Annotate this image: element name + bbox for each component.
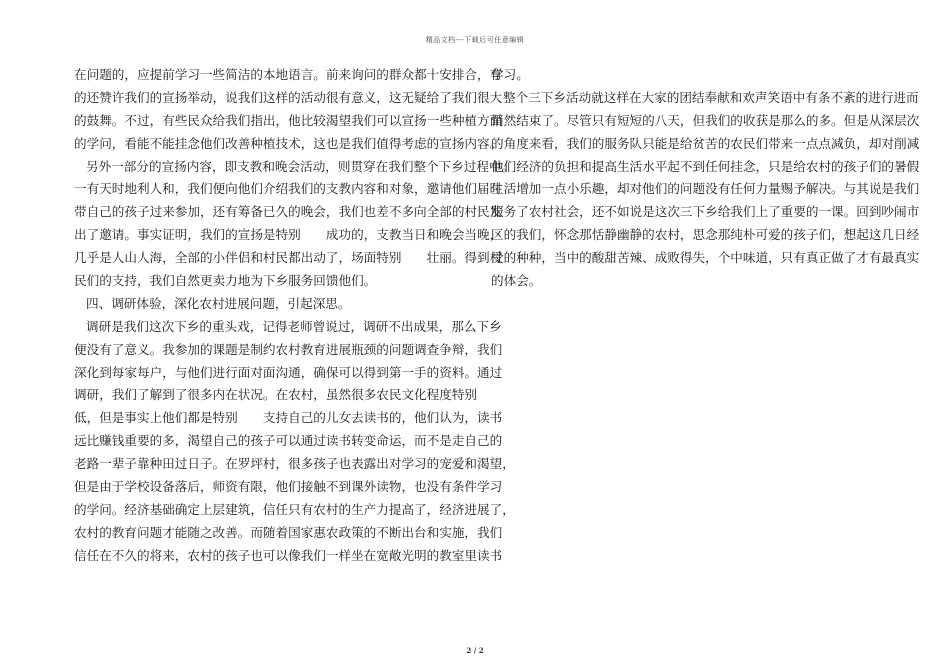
page-header: 精品文档---下载后可任意编辑 <box>425 36 525 44</box>
text-line: 但是由于学校设备落后，师资有限，他们接触不到课外读物，也没有条件学习 <box>74 479 503 495</box>
text-line: 区的我们，怀念那恬静幽静的农村，思念那纯朴可爱的孩子们，想起这几日经 <box>491 227 920 243</box>
right-column <box>491 64 920 293</box>
text-line: 的鼓舞。不过，有些民众给我们指出，他比较渴望我们可以宣扬一些种植方面 <box>74 112 503 128</box>
text-line: 的学问。经济基础确定上层建筑，信任只有农村的生产力提高了，经济进展了， <box>74 501 515 517</box>
text-line: 的学问，看能不能挂念他们改善种植技术，这也是我们值得考虑的宣扬内容。 <box>74 135 503 151</box>
text-line: 调研，我们了解到了很多内在状况。在农村，虽然很多农民文化程度特别 <box>74 387 477 403</box>
text-line: 悄然结束了。尽管只有短短的八天，但我们的收获是那么的多。但是从深层次 <box>491 112 920 128</box>
text-line: 深化到每家每户，与他们进行面对面沟通，确保可以得到第一手的资料。通过 <box>74 364 503 380</box>
text-line: 农村的教育问题才能随之改善。而随着国家惠农政策的不断出台和实施，我们 <box>74 524 503 540</box>
paragraph-start-line: 整个三下乡活动就这样在大家的团结奉献和欢声笑语中有条不紊的进行进而 <box>503 89 919 105</box>
text-line: 学习。 <box>491 67 529 82</box>
text-line: 带自己的孩子过来参加，还有筹备已久的晚会，我们也差不多向全部的村民发 <box>74 204 503 220</box>
text-line: 信任在不久的将来，农村的孩子也可以像我们一样坐在宽敞光明的教室里读书 <box>74 547 503 563</box>
text-line: 低，但是事实上他们都是特别 支持自己的儿女去读书的，他们认为，读书 <box>74 410 503 426</box>
text-line: 服务了农村社会，还不如说是这次三下乡给我们上了重要的一课。回到吵闹市 <box>491 204 920 220</box>
text-line: 在问题的，应提前学习一些简洁的本地语言。前来询问的群众都十安排合，有 <box>74 67 503 82</box>
left-column <box>74 64 515 568</box>
page-number: 2 / 2 <box>466 646 484 655</box>
text-line: 的还赞许我们的宣扬举动，说我们这样的活动很有意义，这无疑给了我们很大 <box>74 89 503 105</box>
text-line: 民们的支持，我们自然更卖力地为下乡服务回馈他们。 <box>74 273 377 289</box>
text-line: 出了邀请。事实证明，我们的宣扬是特别 成功的，支教当日和晚会当晚， <box>74 227 503 243</box>
text-line: 老路一辈子靠种田过日子。在罗坪村，很多孩子也表露出对学习的宠爱和渴望， <box>74 456 515 472</box>
text-line: 他们经济的负担和提高生活水平起不到任何挂念，只是给农村的孩子们的暑假 <box>491 158 920 174</box>
paragraph-start-line: 调研是我们这次下乡的重头戏，记得老师曾说过，调研不出成果，那么下乡 <box>86 318 502 334</box>
text-line: 几乎是人山人海，全部的小伴侣和村民都出动了，场面特别 壮丽。得到村 <box>74 250 503 266</box>
text-line: 远比赚钱重要的多，渴望自己的孩子可以通过读书转变命运，而不是走自己的 <box>74 433 503 449</box>
text-line: 便没有了意义。我参加的课题是制约农村教育进展瓶颈的问题调查争辩，我们 <box>74 341 503 357</box>
text-line: 受的种种，当中的酸甜苦辣、成败得失，个中味道，只有真正做了才有最真实 <box>491 250 920 266</box>
text-line: 的体会。 <box>491 273 542 289</box>
text-line: 一有天时地利人和，我们便向他们介绍我们的支教内容和对象，邀请他们届时 <box>74 181 503 197</box>
text-line: 的角度来看，我们的服务队只能是给贫苦的农民们带来一点点减负，却对削减 <box>491 135 920 151</box>
paragraph-start-line: 另外一部分的宣扬内容，即支教和晚会活动，则贯穿在我们整个下乡过程中。 <box>86 158 515 174</box>
section-heading: 四、调研体验，深化农村进展问题，引起深思。 <box>86 295 351 311</box>
text-line: 生活增加一点小乐趣，却对他们的问题没有任何力量赐予解决。与其说是我们 <box>491 181 920 197</box>
